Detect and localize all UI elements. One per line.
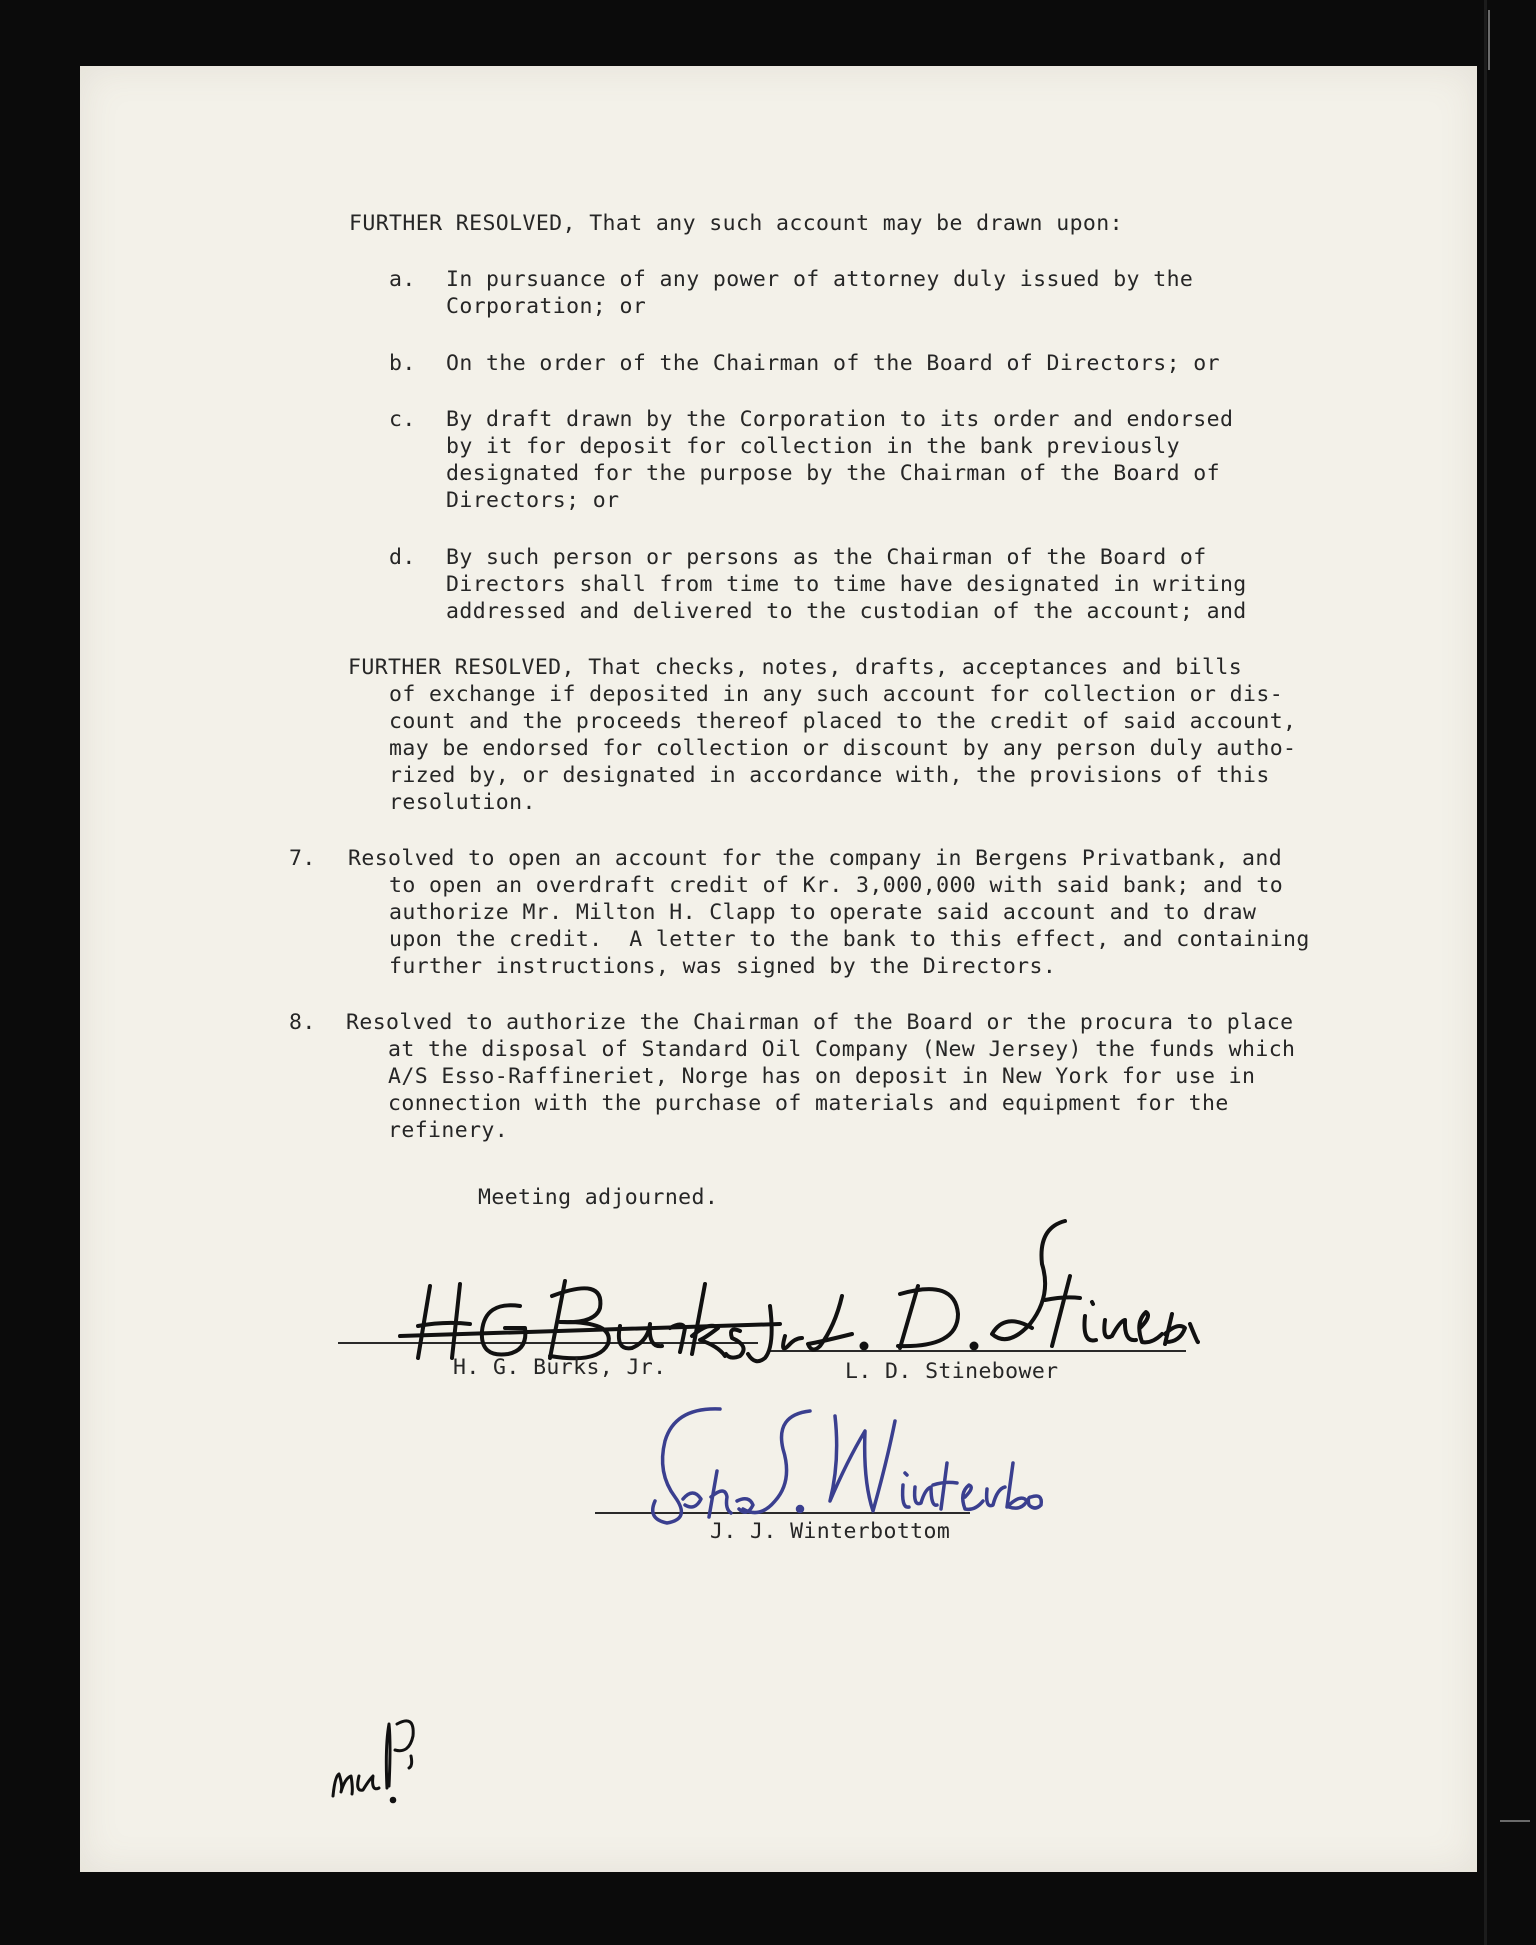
resolution-line: A/S Esso-Raffineriet, Norge has on deposit in New York for use in: [388, 1064, 1256, 1089]
resolution-line: connection with the purchase of materials and equipment for the: [388, 1091, 1229, 1116]
handwritten-initials: [325, 1696, 435, 1806]
item-letter: a.: [389, 267, 416, 292]
further-resolved-intro: FURTHER RESOLVED, That any such account may be drawn upon:: [349, 211, 1123, 236]
resolution-number: 7.: [289, 846, 316, 871]
resolution-line: refinery.: [388, 1118, 509, 1143]
scan-edge-mark: [1484, 0, 1487, 1945]
item-line: Directors shall from time to time have designated in writing: [446, 572, 1247, 597]
resolution-line: Resolved to authorize the Chairman of the Board or the procura to place: [346, 1010, 1294, 1035]
item-line: designated for the purpose by the Chairman of the Board of: [446, 461, 1220, 486]
resolution-number: 8.: [289, 1010, 316, 1035]
resolution-line: to open an overdraft credit of Kr. 3,000,000 with said bank; and to: [389, 873, 1284, 898]
signatory-name: H. G. Burks, Jr.: [453, 1355, 667, 1380]
item-line: addressed and delivered to the custodian of the account; and: [446, 599, 1247, 624]
resolution-line: further instructions, was signed by the Directors.: [389, 954, 1057, 979]
further-resolved-line: may be endorsed for collection or discount by any person duly autho-: [389, 736, 1297, 761]
further-resolved-line: of exchange if deposited in any such account for collection or dis-: [389, 682, 1284, 707]
meeting-adjourned: Meeting adjourned.: [478, 1185, 719, 1210]
item-letter: d.: [389, 545, 416, 570]
item-line: Directors; or: [446, 488, 620, 513]
resolution-line: upon the credit. A letter to the bank to this effect, and containing: [389, 927, 1310, 952]
signature-winterbottom: [625, 1401, 1045, 1531]
item-letter: b.: [389, 351, 416, 376]
item-line: by it for deposit for collection in the bank previously: [446, 434, 1180, 459]
resolution-line: at the disposal of Standard Oil Company (New Jersey) the funds which: [388, 1037, 1296, 1062]
further-resolved-line: rized by, or designated in accordance with, the provisions of this: [389, 763, 1270, 788]
item-line: By such person or persons as the Chairman of the Board of: [446, 545, 1207, 570]
scan-edge-mark: [1500, 1820, 1530, 1822]
scan-edge-mark: [1488, 10, 1490, 70]
item-line: Corporation; or: [446, 294, 647, 319]
further-resolved-line: FURTHER RESOLVED, That checks, notes, drafts, acceptances and bills: [348, 655, 1243, 680]
document-page: [80, 66, 1477, 1872]
item-line: In pursuance of any power of attorney duly issued by the: [446, 267, 1194, 292]
further-resolved-line: count and the proceeds thereof placed to the credit of said account,: [389, 709, 1297, 734]
item-letter: c.: [389, 407, 416, 432]
further-resolved-line: resolution.: [389, 790, 536, 815]
resolution-line: authorize Mr. Milton H. Clapp to operate said account and to draw: [389, 900, 1257, 925]
signature-stinebower: [780, 1216, 1200, 1366]
resolution-line: Resolved to open an account for the company in Bergens Privatbank, and: [348, 846, 1283, 871]
item-line: On the order of the Chairman of the Board of Directors; or: [446, 351, 1220, 376]
item-line: By draft drawn by the Corporation to its order and endorsed: [446, 407, 1234, 432]
signatory-name: L. D. Stinebower: [845, 1359, 1059, 1384]
signatory-name: J. J. Winterbottom: [710, 1519, 951, 1544]
